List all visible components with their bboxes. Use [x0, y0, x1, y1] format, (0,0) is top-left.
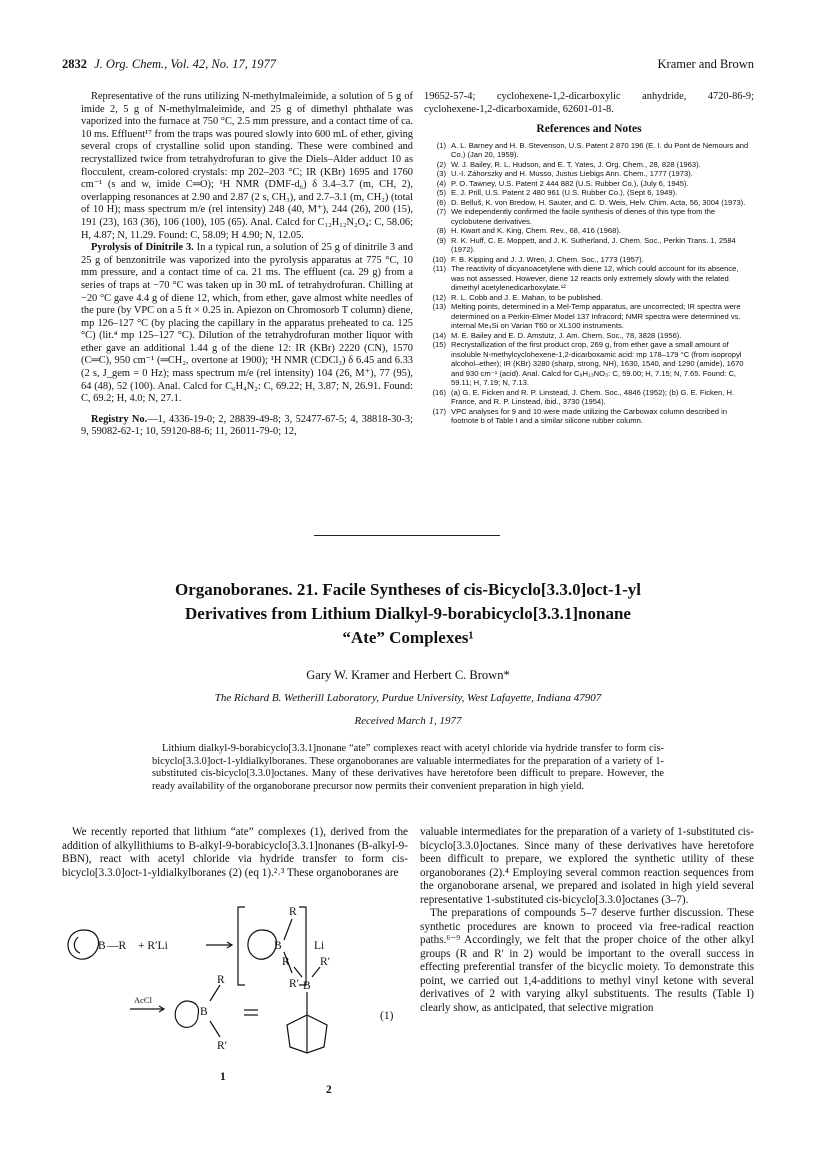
reference-number: (6): [436, 197, 446, 207]
reference-item: [424, 141, 754, 160]
article-authors: Gary W. Kramer and Herbert C. Brown*: [306, 668, 510, 682]
reference-text: A. L. Barney and H. B. Stevenson, U.S. Patent 2 870 196 (E. I. du Pont de Nemours and Co.) (Jan 20, 1959).: [451, 140, 749, 160]
ate-bbn-ring: [248, 930, 276, 959]
reference-number: (12): [432, 292, 446, 302]
scheme-b-product: B: [303, 980, 311, 992]
intermediate-ring: [175, 1001, 198, 1027]
reference-number: (5): [436, 188, 446, 198]
reference-item: [424, 169, 754, 179]
compound-label-2: 2: [326, 1084, 332, 1096]
title-line-2: Derivatives from Lithium Dialkyl-9-borabicyclo[3.3.1]nonane: [185, 604, 631, 623]
experimental-paragraph: Representative of the runs utilizing N-methylmaleimide, a solution of 5 g of imide 2, 5 g of N-methylmaleimide, and 25 g of dimethyl phthalate was vaporized into the furnace at 750 °C, 2.5 mm pressure, and a contact time of ca. 10 ms. Effluent¹⁷ from the traps was poured slowly into 600 mL of ether, giving several crops of crystalline solid upon standing. These were combined and recrystallized twice from tetrahydrofuran to give the Diels–Alder adduct 10 as flocculent, cream-colored crystals: mp 202–203 °C; IR (KBr) 1695 and 1760 cm⁻¹ (s and w, imide C═O); ¹H NMR (DMF-d₆) δ 3.4–3.7 (m, CH, 2), overlapping resonances at 2.90 and 2.87 (2 s, CH₃), and 2.7–3.1 (m, CH₂) (total of 10 H); mass spectrum m/e (rel intensity) 248 (40, M⁺), 244 (26), 200 (15), 191 (23), 163 (36), 106 (100), 105 (65). Anal. Calcd for C₁₂H₁₂N₂O₄: C, 58.06; H, 4.87; N, 11.29. Found: C, 58.09; H 4.90; N, 12.05.: [81, 91, 413, 241]
reference-item: [424, 407, 754, 426]
reference-item: [424, 236, 754, 255]
scheme-r-int: R: [217, 974, 225, 986]
bbn-ring-bridge: [84, 930, 98, 947]
previous-article-references: [424, 91, 754, 426]
reference-item: [424, 188, 754, 198]
reference-text: R. K. Huff, C. E. Moppett, and J. K. Sutherland, J. Chem. Soc., Perkin Trans. 1, 2584 (1972).: [451, 235, 736, 255]
reaction-scheme: [62, 897, 408, 1163]
reference-text: E. J. Prill, U.S. Patent 2 480 961 (U.S. Rubber Co.), (Sept 6, 1949).: [451, 188, 678, 198]
journal-citation: J. Org. Chem., Vol. 42, No. 17, 1977: [94, 57, 276, 71]
references-list: [424, 141, 754, 426]
reference-number: (11): [433, 264, 446, 274]
reference-number: (9): [436, 235, 446, 245]
reference-number: (1): [436, 140, 446, 150]
received-date: Received March 1, 1977: [354, 715, 462, 727]
scheme-reagent-accl: AcCl: [134, 995, 152, 1005]
compound-label-1: 1: [220, 1071, 226, 1083]
previous-article-experimental: [81, 91, 413, 439]
reference-number: (14): [432, 330, 446, 340]
reference-text: We independently confirmed the facile synthesis of dienes of this type from the cyclobutene derivatives.: [451, 207, 716, 226]
reference-number: (13): [432, 302, 446, 312]
bracket-left: [238, 907, 245, 985]
reference-text: W. J. Bailey, R. L. Hudson, and E. T. Yates, J. Org. Chem., 28, 828 (1963).: [451, 159, 701, 169]
reference-number: (17): [432, 406, 446, 416]
article-title: [120, 578, 696, 650]
reference-item: [424, 388, 754, 407]
reference-item: [424, 255, 754, 265]
reference-text: VPC analyses for 9 and 10 were made utilizing the Carbowax column described in footnote b of Table I and a similar silicone rubber column.: [451, 406, 728, 426]
reference-number: (4): [436, 178, 446, 188]
reference-item: [424, 293, 754, 303]
references-heading: References and Notes: [536, 123, 642, 136]
scheme-li: Li: [314, 940, 325, 952]
scheme-r-product: R: [282, 956, 290, 968]
title-line-1: Organoboranes. 21. Facile Syntheses of cis-Bicyclo[3.3.0]oct-1-yl: [174, 580, 641, 599]
reference-number: (7): [436, 207, 446, 217]
pyrolysis-text: In a typical run, a solution of 25 g of dinitrile 3 and 25 g of benzonitrile was vaporized into the pyrolysis apparatus at 775 °C, 10 mm pressure, and a contact time of ca. 21 ms. The effluent (ca. 29 g) from a series of traps at −70 °C was taken up in 30 mL of tetrahydrofuran. Chilling at −20 °C gave 4.4 g of diene 12, which, from ether, gave almost white needles of the pure (by VPC on a 5 ft × 0.25 in. Apiezon on Chromosorb T column) diene, mp 126–127 °C (by placing the capillary in the apparatus preheated to ca. 125 °C) (lit.⁴ mp 125–127 °C). Dilution of the tetrahydrofuran mother liquor with ether gave an additional 1.44 g of the diene 12: IR (KBr) 2220 (CN), 1570 (C═C), 950 cm⁻¹ (═CH₂, overtone at 1900); ¹H NMR (CDCl₃) δ 6.45 and 6.33 (2 s, J_gem = 0 Hz); mass spectrum m/e (rel intensity) 104 (26, M⁺), 77 (95), 64 (48), 52 (100). Anal. Calcd for C₆H₄N₂: C, 69.22; H, 3.87; N, 26.91. Found: C, 69.2; H, 4.0; N, 27.1.: [81, 242, 413, 405]
reference-text: The reactivity of dicyanoacetylene with diene 12, which could account for its absence, was not assessed. However, diene 12 reacts only extremely slowly with the related dimethyl acetylenedicarboxylate.¹²: [451, 264, 739, 293]
body-paragraph-2: The preparations of compounds 5–7 deserve further discussion. These synthetic procedures are known to proceed via free-radical reaction paths.⁶⁻⁹ Accordingly, we felt that the proper choice of the other alkyl groups (R and R′ in 2) would be important to the overall success in effecting preferential transfer of the bicyclic moiety. To demonstrate this point, we carried out 1,4-additions to methyl vinyl ketone with several derivatives of 2 with varying alkyl substituents. The results (Table I) clearly show, as anticipated, that selective migration: [420, 907, 754, 1014]
reference-item: [424, 226, 754, 236]
scheme-b-int: B: [200, 1006, 208, 1018]
pyrolysis-heading: Pyrolysis of Dinitrile 3.: [91, 242, 194, 254]
registry-continued: 19652-57-4; cyclohexene-1,2-dicarboxylic anhydride, 4720-86-9; cyclohexene-1,2-dicarboxamide, 62601-01-8.: [424, 91, 754, 115]
article-abstract: Lithium dialkyl-9-borabicyclo[3.3.1]nonane “ate” complexes react with acetyl chloride via hydride transfer to form cis-bicyclo[3.3.0]oct-1-yldialkylboranes. These organoboranes are valuable intermediates for the preparation of a variety of 1-substituted cis-bicyclo[3.3.0]octanes. Many of these derivatives have heretofore been difficult to prepare. However, the ready availability of the organoborane precursor now permits their convenient preparation in high yield.: [152, 743, 664, 792]
registry-heading: Registry No.: [91, 413, 148, 425]
reference-number: (3): [436, 169, 446, 179]
reference-text: F. B. Kipping and J. J. Wren, J. Chem. Soc., 1773 (1957).: [451, 254, 644, 264]
reference-item: [424, 302, 754, 331]
title-line-3: “Ate” Complexes¹: [342, 628, 474, 647]
bbn-ring-outline: [68, 930, 98, 959]
reference-item: [424, 207, 754, 226]
scheme-minus-r: —R: [107, 940, 127, 952]
pyrolysis-paragraph: [81, 242, 413, 406]
registry-text: —1, 4336-19-0; 2, 28839-49-8; 3, 52477-67-5; 4, 38818-30-3; 9, 59082-62-1; 10, 59120-88-6; 11, 26011-79-0; 12,: [81, 413, 414, 438]
reference-text: (a) G. E. Ficken and R. P. Linstead, J. Chem. Soc., 4846 (1952); (b) G. E. Ficken, H. France, and R. P. Linstead, ibid., 3730 (1954).: [451, 387, 735, 407]
reference-text: Melting points, determined in a Mel-Temp apparatus, are uncorrected; IR spectra were determined on a Perkin-Elmer Model 137 Infracord; NMR spectra were determined vs. internal Me₄Si on Varian T60 or XL100 instruments.: [451, 302, 741, 331]
body-column-left: [62, 826, 408, 880]
article-divider: [314, 535, 500, 536]
page-number: 2832: [62, 57, 87, 71]
reference-text: H. Kwart and K. King, Chem. Rev., 68, 416 (1968).: [451, 226, 621, 236]
bracket-right: [299, 907, 306, 985]
reference-text: M. E. Bailey and E. D. Amstutz, J. Am. Chem. Soc., 78, 3828 (1956).: [451, 330, 682, 340]
equation-number: (1): [380, 1010, 394, 1022]
scheme-plus-rli: + R′Li: [138, 940, 168, 952]
scheme-rprime-ate: R′: [289, 978, 300, 990]
reference-item: [424, 331, 754, 341]
reference-text: R. L. Cobb and J. E. Mahan, to be published.: [451, 292, 603, 302]
reference-text: Recrystallization of the first product crop, 269 g, from ether gave a small amount of insoluble N-methylcyclohexene-1,2-dicarboxamic acid: mp 178–179 °C (from isopropyl alcohol–ether); IR (KBr) 3280 (sharp, strong, NH), 1630, 1540, and 1290 (amide), 1670 and 930 cm⁻¹ (acid). Anal. Calcd for C₉H₁₃NO₃: C, 59.00; H, 7.15; N, 7.65. Found: C, 59.11; H, 7.19; N, 7.13.: [451, 340, 744, 388]
reference-number: (10): [432, 254, 446, 264]
reference-item: [424, 160, 754, 170]
article-affiliation: The Richard B. Wetherill Laboratory, Purdue University, West Lafayette, Indiana 47907: [214, 692, 602, 704]
page-header: [62, 57, 754, 73]
reference-item: [424, 198, 754, 208]
body-column-right: [420, 826, 754, 1015]
body-paragraph-1: valuable intermediates for the preparation of a variety of 1-substituted cis-bicyclo[3.3.0]octanes. Since many of these derivatives have heretofore been difficult to prepare, we explored the synthetic utility of these organoboranes (2).⁴ Employing several common reaction sequences from the organoborane arsenal, we prepared and isolated in high yield several representative 1-substituted cis-bicyclo[3.3.0]octanes (3–7).: [420, 826, 754, 906]
registry-paragraph: [81, 414, 413, 439]
reference-item: [424, 264, 754, 293]
intro-paragraph: We recently reported that lithium “ate” complexes (1), derived from the addition of alkyllithiums to B-alkyl-9-borabicyclo[3.3.1]nonanes (B-alkyl-9-BBN), react with acetyl chloride via hydride transfer to form cis-bicyclo[3.3.0]oct-1-yldialkylboranes (2) (eq 1).²˒³ These organoboranes are: [62, 826, 408, 879]
reference-text: P. O. Tawney, U.S. Patent 2 444 882 (U.S. Rubber Co.), (July 6, 1945).: [451, 178, 689, 188]
scheme-r-ate: R: [289, 906, 297, 918]
reference-number: (15): [432, 340, 446, 350]
reference-number: (8): [436, 226, 446, 236]
reference-item: [424, 179, 754, 189]
reference-text: U.-I. Záhorszky and H. Musso, Justus Liebigs Ann. Chem., 1777 (1973).: [451, 169, 693, 179]
scheme-rprime-product: R′: [320, 956, 331, 968]
running-authors: Kramer and Brown: [657, 57, 754, 71]
reference-item: [424, 340, 754, 388]
scheme-rprime-int: R′: [217, 1040, 228, 1052]
scheme-b-1: B: [98, 940, 106, 952]
scheme-b-ate: B: [274, 940, 282, 952]
bbn-ring-inner: [74, 937, 80, 953]
reference-number: (2): [436, 159, 446, 169]
reference-text: D. Belluš, K. von Bredow, H. Sauter, and C. D. Weis, Helv. Chim. Acta, 56, 3004 (1973).: [451, 197, 746, 207]
reference-number: (16): [432, 387, 446, 397]
